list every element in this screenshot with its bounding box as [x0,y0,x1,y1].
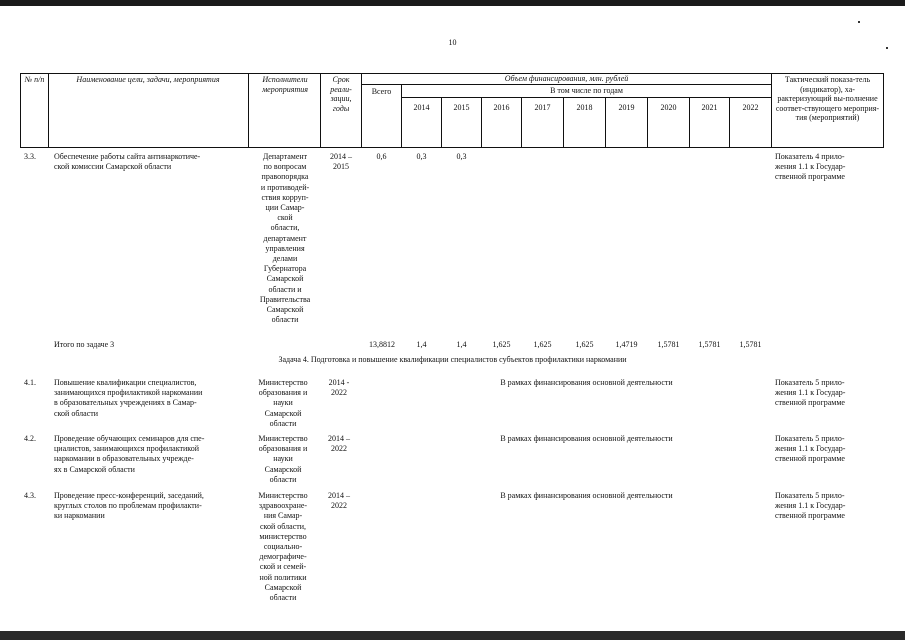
row-value-2015: 0,3 [456,152,467,161]
row-executors: Департамент по вопросам правопорядка и противодей- ствия корруп- ции Самар- ской области, департамент управления делами Губернатора Самарской области и Правительства Самарской области [259,152,311,325]
bottom-scan-border [0,631,905,640]
row-name: Повышение квалификации специалистов, занимающихся профилактикой наркомании в образовательных учреждениях в Самар- ской области [54,378,203,418]
row-funding: В рамках финансирования основной деятельности [500,378,673,387]
scan-speck [858,21,860,23]
row-executors: Министерство образования и науки Самарской области [258,434,308,484]
total-2021: 1,5781 [698,340,721,349]
row-indicator: Показатель 5 прило- жения 1.1 к Государ- ственной программе [775,378,846,408]
total-2019: 1,4719 [615,340,638,349]
header-year-2021: 2021 [701,103,718,112]
header-year-2017: 2017 [534,103,551,112]
header-year-2022: 2022 [742,103,759,112]
header-executors: Исполнители мероприятия [262,75,308,94]
row-number: 4.3. [24,491,36,500]
total-label: Итого по задаче 3 [54,340,115,349]
total-2020: 1,5781 [657,340,680,349]
header-total: Всего [371,87,392,96]
header-num: № п/п [24,75,45,84]
header-indicator: Тактический показа-тель (индикатор), ха-рактеризующий вы-полнение соответ-ствующего мероприя-тия (мероприятий) [775,75,880,123]
header-by-years: В том числе по годам [550,86,623,95]
row-term: 2014 - 2022 [328,378,350,398]
row-funding: В рамках финансирования основной деятельности [500,434,673,443]
header-year-2018: 2018 [576,103,593,112]
header-funding: Объем финансирования, млн. рублей [504,74,629,83]
header-year-2020: 2020 [660,103,677,112]
header-year-2014: 2014 [413,103,430,112]
row-total: 0,6 [376,152,387,161]
total-2014: 1,4 [416,340,427,349]
row-value-2014: 0,3 [416,152,427,161]
row-number: 3.3. [24,152,36,161]
row-name: Проведение пресс-конференций, заседаний, круглых столов по проблемам профилакти- ки наркомании [54,491,204,521]
total-sum: 13,8812 [369,340,395,349]
row-name: Проведение обучающих семинаров для спе- циалистов, занимающихся профилактикой наркомании в образовательных учрежде- ях в Самарской области [54,434,205,474]
row-number: 4.1. [24,378,36,387]
row-executors: Министерство здравоохране- ния Самар- ской области, министерство социально- демографиче- ской и семей- ной политики Самарской области [258,491,308,603]
row-funding: В рамках финансирования основной деятельности [500,491,673,500]
header-year-2016: 2016 [493,103,510,112]
page-number: 10 [448,38,457,47]
total-2016: 1,625 [492,340,511,349]
total-2015: 1,4 [456,340,467,349]
header-name: Наименование цели, задачи, мероприятия [76,75,220,84]
row-number: 4.2. [24,434,36,443]
top-scan-border [0,0,905,6]
header-year-2015: 2015 [453,103,470,112]
row-indicator: Показатель 4 прило- жения 1.1 к Государ- ственной программе [775,152,846,182]
row-term: 2014 – 2015 [330,152,352,172]
row-term: 2014 – 2022 [328,491,350,511]
row-indicator: Показатель 5 прило- жения 1.1 к Государ- ственной программе [775,434,846,464]
total-2017: 1,625 [533,340,552,349]
total-2022: 1,5781 [739,340,762,349]
row-term: 2014 – 2022 [328,434,350,454]
scan-speck [886,47,888,49]
total-2018: 1,625 [575,340,594,349]
task-4-title: Задача 4. Подготовка и повышение квалификации специалистов субъектов профилактики наркомании [278,355,627,364]
header-year-2019: 2019 [618,103,635,112]
row-name: Обеспечение работы сайта антинаркотиче- ской комиссии Самарской области [54,152,201,172]
header-term: Срок реали-зации, годы [330,75,352,113]
row-indicator: Показатель 5 прило- жения 1.1 к Государ- ственной программе [775,491,846,521]
row-executors: Министерство образования и науки Самарской области [258,378,308,428]
